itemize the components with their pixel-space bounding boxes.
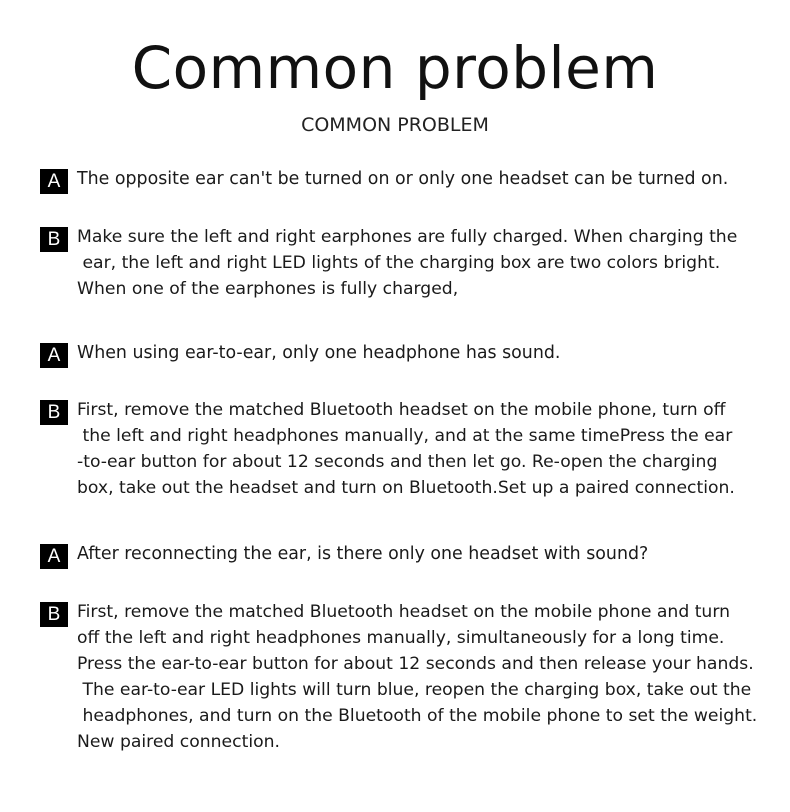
- text-line: the left and right headphones manually, and at the same timePress the ear: [77, 426, 733, 446]
- question-badge: A: [40, 343, 68, 368]
- page-subtitle: COMMON PROBLEM: [301, 114, 489, 136]
- answer-item-1: [40, 224, 780, 302]
- text-line: headphones, and turn on the Bluetooth of the mobile phone to set the weight.: [77, 706, 758, 726]
- text-line: New paired connection.: [77, 732, 280, 752]
- question-item-3: [40, 541, 780, 567]
- text-line: First, remove the matched Bluetooth headset on the mobile phone, turn off: [77, 400, 726, 420]
- text-line: When using ear-to-ear, only one headphone has sound.: [77, 343, 561, 363]
- answer-badge: B: [40, 602, 68, 627]
- answer-text: [77, 599, 780, 755]
- text-line: After reconnecting the ear, is there only one headset with sound?: [77, 544, 649, 564]
- text-line: The opposite ear can't be turned on or only one headset can be turned on.: [77, 169, 729, 189]
- text-line: off the left and right headphones manually, simultaneously for a long time.: [77, 628, 725, 648]
- question-text: [77, 541, 780, 567]
- answer-badge: B: [40, 227, 68, 252]
- question-badge: A: [40, 544, 68, 569]
- answer-text: [77, 397, 780, 501]
- answer-item-3: [40, 599, 780, 755]
- text-line: The ear-to-ear LED lights will turn blue, reopen the charging box, take out the: [77, 680, 752, 700]
- text-line: -to-ear button for about 12 seconds and then let go. Re-open the charging: [77, 452, 718, 472]
- text-line: ear, the left and right LED lights of the charging box are two colors bright.: [77, 253, 721, 273]
- text-line: Make sure the left and right earphones are fully charged. When charging the: [77, 227, 738, 247]
- answer-text: [77, 224, 780, 302]
- question-text: [77, 340, 780, 366]
- text-line: box, take out the headset and turn on Bluetooth.Set up a paired connection.: [77, 478, 735, 498]
- question-text: [77, 166, 780, 192]
- page-title: Common problem: [131, 34, 659, 102]
- text-line: First, remove the matched Bluetooth headset on the mobile phone and turn: [77, 602, 730, 622]
- answer-item-2: [40, 397, 780, 501]
- question-item-1: [40, 166, 780, 192]
- text-line: Press the ear-to-ear button for about 12 seconds and then release your hands.: [77, 654, 754, 674]
- question-badge: A: [40, 169, 68, 194]
- question-item-2: [40, 340, 780, 366]
- answer-badge: B: [40, 400, 68, 425]
- text-line: When one of the earphones is fully charged,: [77, 279, 459, 299]
